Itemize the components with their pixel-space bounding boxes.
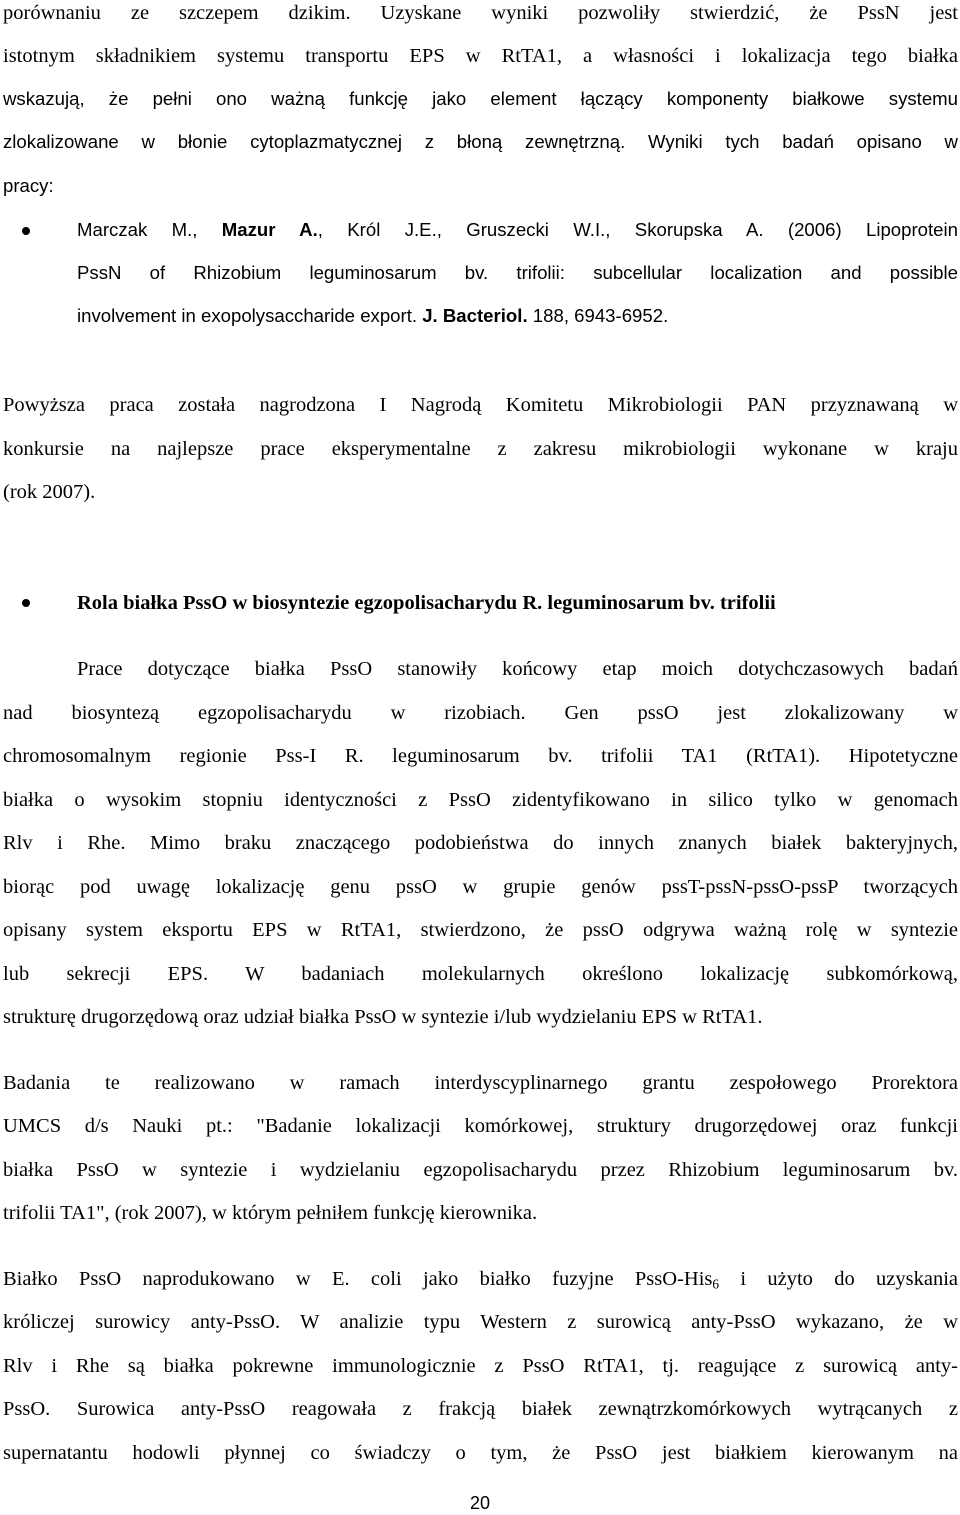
text-line: nad biosyntezą egzopolisacharydu w rizobiach. Gen pssO jest zlokalizowany w	[3, 702, 958, 724]
text-line: Rlv i Rhe są białka pokrewne immunologicznie z PssO RtTA1, tj. reagujące z surowicą anty-	[3, 1355, 958, 1377]
text-line: konkursie na najlepsze prace eksperymentalne z zakresu mikrobiologii wykonane w kraju	[3, 438, 958, 460]
text-line: Prace dotyczące białka PssO stanowiły końcowy etap moich dotychczasowych badań	[77, 658, 958, 680]
text-line: króliczej surowicy anty-PssO. W analizie typu Western z surowicą anty-PssO wykazano, że w	[3, 1311, 958, 1333]
text-line: lub sekrecji EPS. W badaniach molekularnych określono lokalizację subkomórkową,	[3, 963, 958, 985]
text-line: biorąc pod uwagę lokalizację genu pssO w grupie genów pssT-pssN-pssO-pssP tworzących	[3, 876, 958, 898]
text-line: Powyższa praca została nagrodzona I Nagrodą Komitetu Mikrobiologii PAN przyznawaną w	[3, 394, 958, 416]
text-line: strukturę drugorzędową oraz udział białka PssO w syntezie i/lub wydzielaniu EPS w RtTA1.	[3, 1006, 763, 1028]
text-line: Badania te realizowano w ramach interdyscyplinarnego grantu zespołowego Prorektora	[3, 1072, 958, 1094]
citation-line-2: PssN of Rhizobium leguminosarum bv. trifolii: subcellular localization and possible	[77, 262, 958, 283]
text-line: białka o wysokim stopniu identyczności z PssO zidentyfikowano in silico tylko w genomach	[3, 789, 958, 811]
citation-line-3: involvement in exopolysaccharide export. J. Bacteriol. 188, 6943-6952.	[77, 305, 669, 326]
bullet-icon	[22, 599, 30, 607]
section-heading: Rola białka PssO w biosyntezie egzopolisacharydu R. leguminosarum bv. trifolii	[77, 592, 776, 614]
text-line: (rok 2007).	[3, 481, 96, 503]
text-line: chromosomalnym regionie Pss-I R. leguminosarum bv. trifolii TA1 (RtTA1). Hipotetyczne	[3, 745, 958, 767]
text-line: trifolii TA1", (rok 2007), w którym pełniłem funkcję kierownika.	[3, 1202, 538, 1224]
citation-line-1: Marczak M., Mazur A., Król J.E., Gruszecki W.I., Skorupska A. (2006) Lipoprotein	[77, 219, 958, 240]
bullet-icon	[22, 227, 30, 235]
text-line: porównaniu ze szczepem dzikim. Uzyskane wyniki pozwoliły stwierdzić, że PssN jest	[3, 2, 958, 24]
text-line: PssO. Surowica anty-PssO reagowała z frakcją białek zewnątrzkomórkowych wytrącanych z	[3, 1398, 958, 1420]
page-number: 20	[469, 1493, 491, 1513]
text-line: Rlv i Rhe. Mimo braku znaczącego podobieństwa do innych znanych białek bakteryjnych,	[3, 832, 958, 854]
text-line: wskazują, że pełni ono ważną funkcję jako element łączący komponenty białkowe systemu	[3, 88, 958, 109]
text-line: pracy:	[3, 175, 54, 196]
text-line: opisany system eksportu EPS w RtTA1, stwierdzono, że pssO odgrywa ważną rolę w syntezie	[3, 919, 958, 941]
text-line: białka PssO w syntezie i wydzielaniu egzopolisacharydu przez Rhizobium leguminosarum bv.	[3, 1159, 958, 1181]
text-line: UMCS d/s Nauki pt.: "Badanie lokalizacji komórkowej, struktury drugorzędowej oraz funkcji	[3, 1115, 958, 1137]
text-line: zlokalizowane w błonie cytoplazmatycznej z błoną zewnętrzną. Wyniki tych badań opisano w	[3, 131, 958, 152]
text-line: supernatantu hodowli płynnej co świadczy o tym, że PssO jest białkiem kierowanym na	[3, 1442, 958, 1464]
text-line: istotnym składnikiem systemu transportu EPS w RtTA1, a własności i lokalizacja tego białka	[3, 45, 958, 67]
text-line: Białko PssO naprodukowano w E. coli jako białko fuzyjne PssO-His$_6$ i użyto do uzyskania	[3, 1268, 958, 1292]
